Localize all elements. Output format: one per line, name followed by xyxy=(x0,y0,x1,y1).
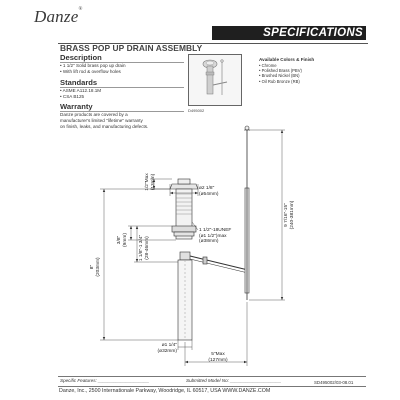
lock-nut xyxy=(172,226,196,232)
color-item-polished-brass: • Polished Brass (PBV) xyxy=(259,68,302,74)
pivot-housing xyxy=(180,252,190,260)
product-title: BRASS POP UP DRAIN ASSEMBLY xyxy=(60,43,203,53)
standards-heading: Standards xyxy=(60,78,98,87)
dim-total-height: 8" (203mm) xyxy=(90,257,101,277)
pivot-nut xyxy=(203,257,207,264)
footer-rule-top xyxy=(58,376,366,377)
dim-body-range: 1 1/8"-1 3/4" (28-46mm) xyxy=(139,234,150,262)
warranty-line: on finish, leaks, and manufacturing defects. xyxy=(60,124,149,129)
colors-heading: Available Colors & Finish xyxy=(259,57,315,62)
color-item-brushed-nickel: • Brushed Nickel (BN) xyxy=(259,73,300,79)
photo-caption: D495002 xyxy=(188,108,205,113)
warranty-line: Danze products are covered by a xyxy=(60,112,128,117)
drain-flange xyxy=(170,184,198,189)
brand-logo: Danze® xyxy=(34,7,83,26)
standards-item: • ASME A112.18.1M xyxy=(60,88,102,93)
dim-top-height: 1/2"Max (13mm) xyxy=(145,173,156,191)
color-item-oil-rub-bronze: • Oil Rub Bronze (RB) xyxy=(259,78,300,84)
warranty-heading: Warranty xyxy=(60,102,93,111)
description-item: • 1 1/2" Solid brass pop up drain xyxy=(60,63,126,68)
spec-id: SD495002/03-08.01 xyxy=(314,380,354,385)
standards-item: • CSA B125 xyxy=(60,94,85,99)
dim-flange-diameter: ø2 1/8" (ø54mm) xyxy=(199,186,219,197)
footer-rule-bottom xyxy=(58,386,366,387)
dim-rod-length: 9 7/16"-15" (240-381mm) xyxy=(284,200,295,230)
description-item: • With lift rod & overflow holes xyxy=(60,69,121,74)
stopper-cap xyxy=(178,179,190,184)
submitted-model-field: Submitted Model No: ____________________ xyxy=(186,378,282,383)
pivot-rod xyxy=(190,256,248,270)
dim-tail-diameter: ø1 1/4" (ø32mm) xyxy=(157,343,177,354)
dim-reach: 5"Max (127mm) xyxy=(208,352,228,363)
lift-rod-knob xyxy=(245,126,249,130)
color-item-chrome: • Chrome xyxy=(259,63,277,68)
specific-features-field: Specific Features: ____________________ xyxy=(60,378,150,383)
dim-thread: 1 1/2"-18UNEF (ø1 1/2")max (ø38mm) xyxy=(199,228,232,245)
description-heading: Description xyxy=(60,53,102,62)
specifications-label: SPECIFICATIONS xyxy=(263,27,363,39)
dim-body-upper: 3/8" (9mm) xyxy=(117,233,128,247)
company-address: Danze, Inc., 2500 Internationale Parkway, Woodridge, IL 60517, USA WWW.DANZE.COM xyxy=(59,388,271,394)
warranty-line: manufacturer's limited "lifetime" warranty xyxy=(60,118,143,123)
washer xyxy=(174,232,194,236)
